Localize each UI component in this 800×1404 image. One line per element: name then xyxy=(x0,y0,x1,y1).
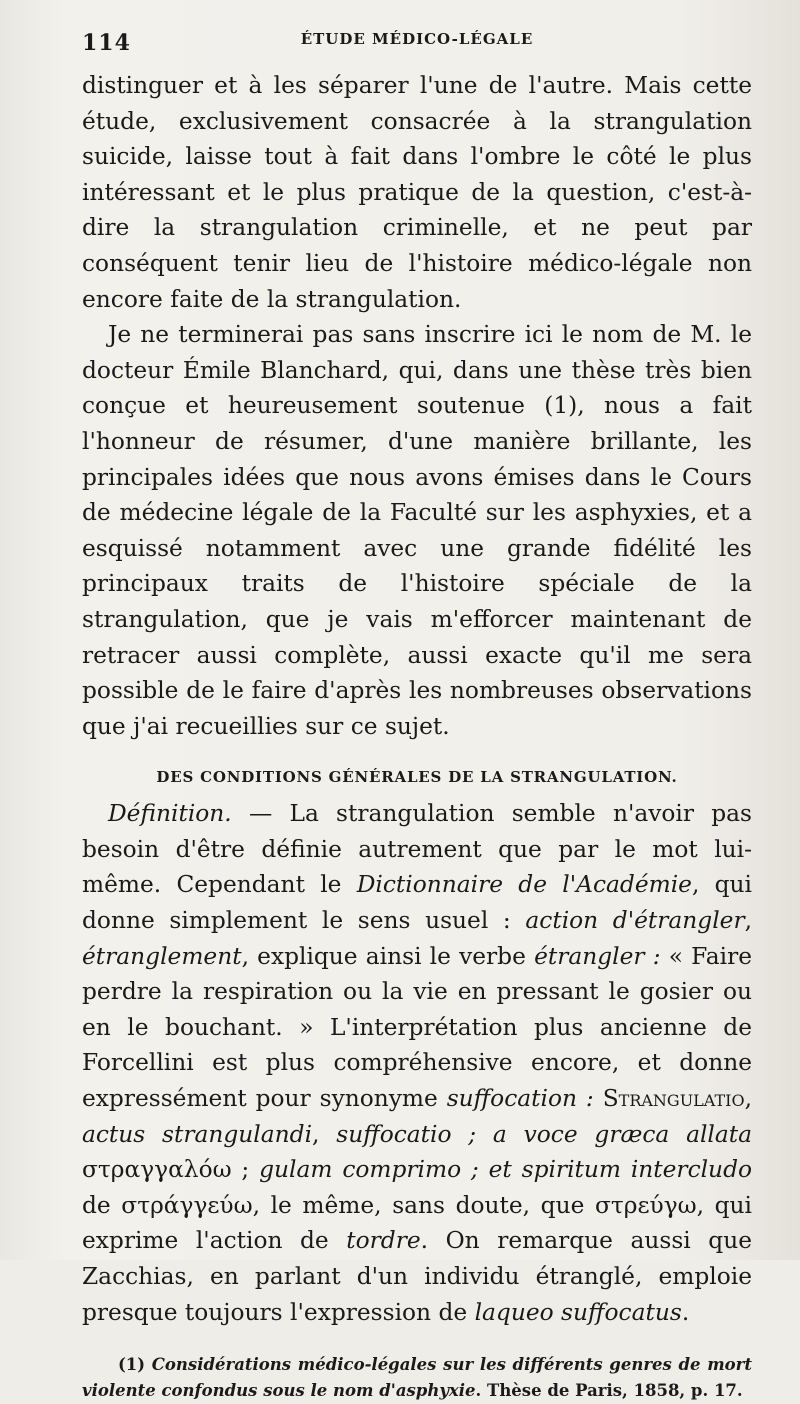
footnote xyxy=(82,1352,752,1404)
text-run: « Faire perdre la respiration ou la vie en pressant le gosier ou en le bouchant. » L'interprétation plus ancienne de Forcellini est plus compréhensive encore, et donne expressément pour synonyme xyxy=(82,942,753,1113)
text-run: , xyxy=(312,1120,337,1148)
running-head xyxy=(82,30,752,68)
body-text xyxy=(82,68,752,1330)
text-run xyxy=(594,1085,603,1112)
page-number: 114 xyxy=(82,30,131,56)
footnote-title: Considérations médico-légales sur les différents genres de mort violente confondus sous le nom d'asphyxie xyxy=(82,1355,752,1401)
italic-run: actus strangulandi xyxy=(82,1120,313,1148)
small-caps-run: Strangulatio xyxy=(602,1085,745,1113)
paragraph-1: distinguer et à les séparer l'une de l'autre. Mais cette étude, exclusivement consacrée à la strangulation suicide, laisse tout à fait dans l'ombre le côté le plus intéressant et le plus pratique de la question, c'est-à-dire la strangulation criminelle, et ne peut par conséquent tenir lieu de l'histoire médico-légale non encore faite de la strangulation. xyxy=(82,72,752,313)
running-title: ÉTUDE MÉDICO-LÉGALE xyxy=(300,30,534,48)
text-run: de στράγγεύω, le même, sans doute, que στρεύγω, qui exprime l'action de xyxy=(82,1191,752,1255)
text-run: , explique ainsi le verbe xyxy=(241,942,535,970)
paragraph-3 xyxy=(82,796,752,1330)
italic-run: laqueo suffocatus xyxy=(474,1298,682,1326)
text-run: . On remarque aussi que Zacchias, en parlant d'un individu étranglé, emploie presque toujours l'expression de xyxy=(82,1227,753,1326)
section-heading-text: DES CONDITIONS GÉNÉRALES DE LA STRANGULATION. xyxy=(156,768,678,787)
italic-run: étrangler : xyxy=(534,942,661,970)
italic-run: suffocation : xyxy=(446,1085,594,1113)
section-heading xyxy=(82,768,752,786)
text-run: . xyxy=(681,1298,690,1326)
definition-lead: Définition. xyxy=(108,800,232,828)
text-run: , xyxy=(744,907,752,935)
text-run: , qui donne simplement le sens usuel : xyxy=(82,871,752,935)
italic-run: action d'étrangler xyxy=(525,907,745,935)
italic-run: gulam comprimo ; et spiritum intercludo xyxy=(259,1156,753,1184)
greek-run: στραγγαλόω ; xyxy=(82,1156,260,1184)
text-run: — xyxy=(231,800,290,828)
paragraph-2: Je ne terminerai pas sans inscrire ici le nom de M. le docteur Émile Blanchard, qui, dans une thèse très bien conçue et heureusement soutenue (1), nous a fait l'honneur de résumer, d'une manière brillante, les principales idées que nous avons émises dans le Cours de médecine légale de la Faculté sur les asphyxies, et a esquissé notamment avec une grande fidélité les principaux traits de l'histoire spéciale de la strangulation, que je vais m'efforcer maintenant de retracer aussi complète, aussi exacte qu'il me sera possible de le faire d'après les nombreuses observations que j'ai recueillies sur ce sujet. xyxy=(82,321,752,740)
footnote-citation: . Thèse de Paris, 1858, p. 17. xyxy=(475,1381,743,1401)
italic-run: Dictionnaire de l'Académie xyxy=(356,871,692,899)
italic-run: suffocatio ; a voce græca allata xyxy=(336,1120,753,1148)
text-run: , xyxy=(744,1085,753,1113)
text-run: La strangulation semble n'avoir pas besoin d'être définie autrement que par le mot lui-même. Cependant le xyxy=(82,800,752,899)
italic-run: tordre xyxy=(346,1227,421,1255)
italic-run: étranglement xyxy=(82,942,242,970)
footnote-marker: (1) xyxy=(118,1355,152,1375)
